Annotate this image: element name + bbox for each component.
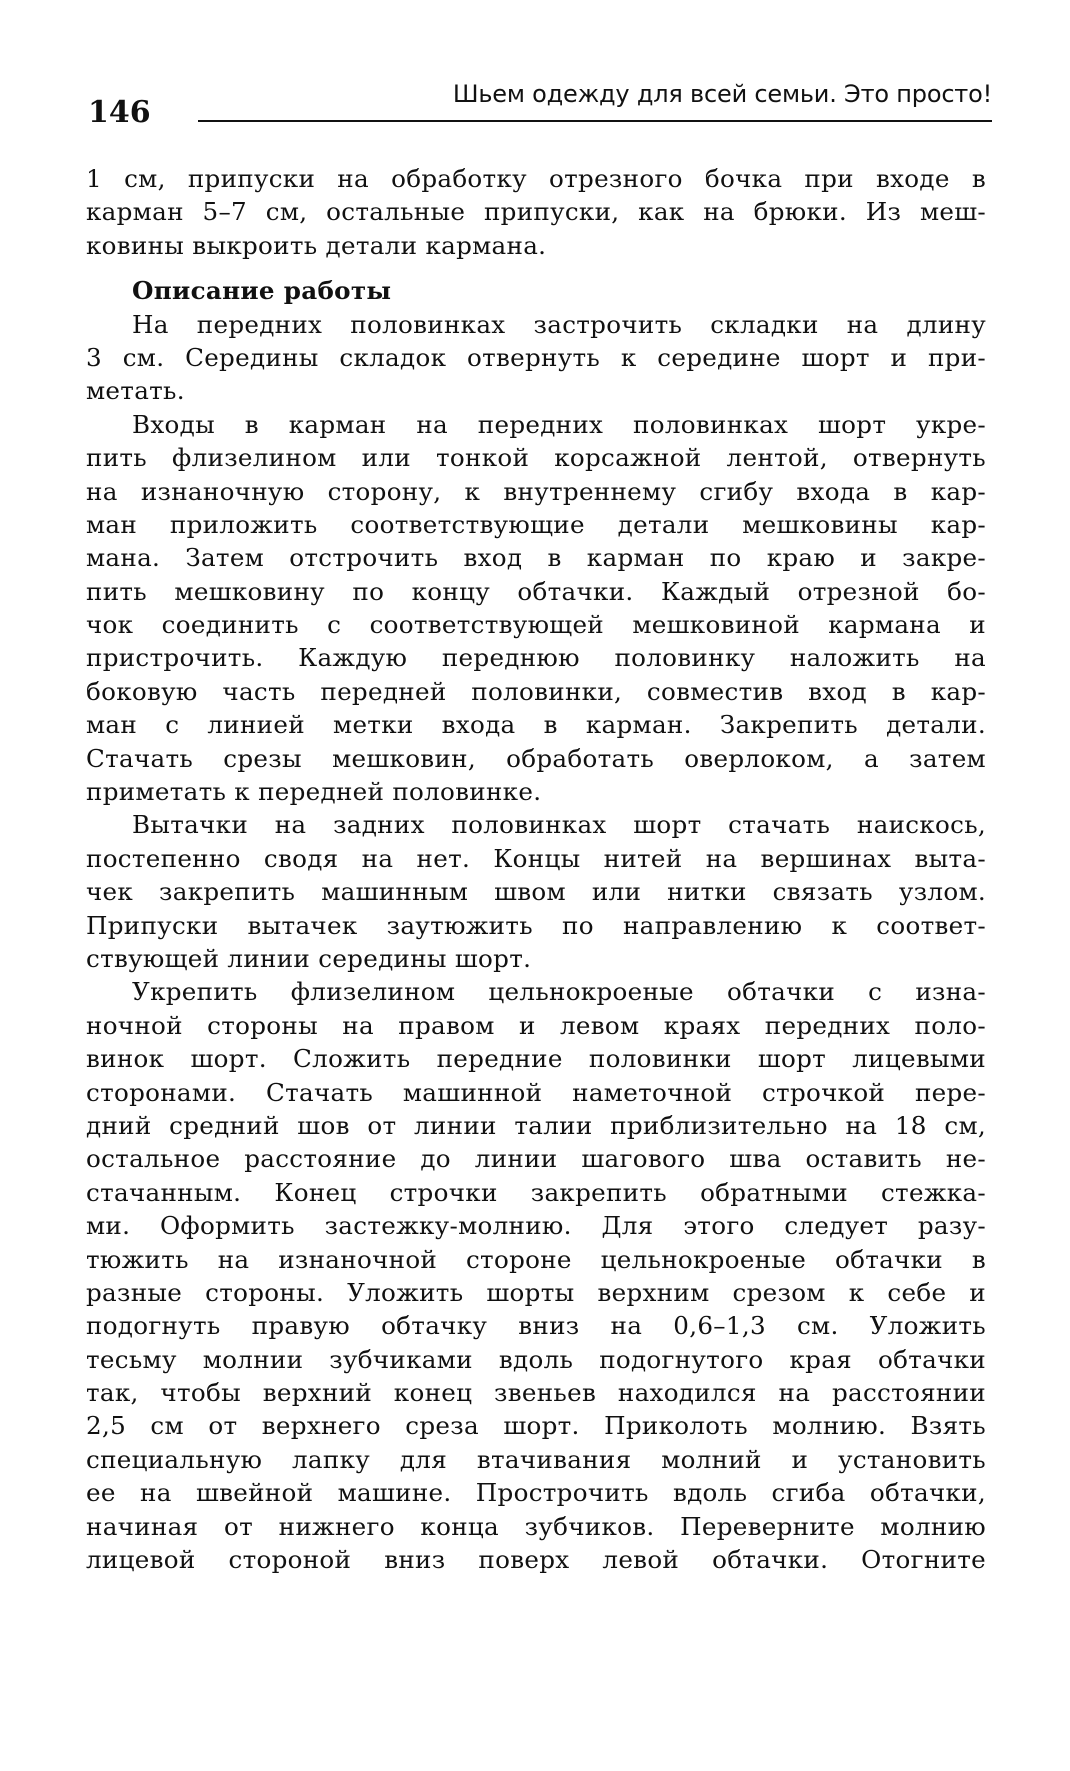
paragraph xyxy=(86,408,986,809)
text-line: 2,5 см от верхнего среза шорт. Приколоть молнию. Взять xyxy=(86,1411,986,1441)
text-line: 1 см, припуски на обработку отрезного бочка при входе в xyxy=(86,164,986,193)
text-line: карман 5–7 см, остальные припуски, как на брюки. Из меш- xyxy=(86,197,986,227)
text-line: дний средний шов от линии талии приблизительно на 18 см, xyxy=(86,1110,986,1140)
text-line: чек закрепить машинным швом или нитки связать узлом. xyxy=(86,877,986,907)
text-line: сторонами. Стачать машинной наметочной строчкой пере- xyxy=(86,1077,986,1107)
text-line: На передних половинках застрочить складки на длину xyxy=(132,309,986,339)
text-line: подогнуть правую обтачку вниз на 0,6–1,3 см. Уложить xyxy=(86,1311,986,1341)
running-title: Шьем одежду для всей семьи. Это просто! xyxy=(452,80,992,108)
text-line: разные стороны. Уложить шорты верхним срезом к себе и xyxy=(86,1277,986,1307)
text-line: приметать к передней половинке. xyxy=(86,777,542,807)
text-line: лицевой стороной вниз поверх левой обтачки. Отогните xyxy=(86,1545,986,1575)
text-line: стачанным. Конец строчки закрепить обратными стежка- xyxy=(86,1177,986,1207)
text-line: специальную лапку для втачивания молний и установить xyxy=(86,1444,986,1474)
text-line: так, чтобы верхний конец звеньев находился на расстоянии xyxy=(86,1378,986,1408)
text-line: чок соединить с соответствующей мешковиной кармана и xyxy=(86,610,986,640)
text-line: остальное расстояние до линии шагового шва оставить не- xyxy=(86,1144,986,1174)
intro-paragraph xyxy=(86,162,986,262)
text-line: 3 см. Середины складок отвернуть к середине шорт и при- xyxy=(86,342,986,372)
text-line: Припуски вытачек заутюжить по направлению к соответ- xyxy=(86,910,986,940)
text-line: ночной стороны на правом и левом краях передних поло- xyxy=(86,1010,986,1040)
text-line: тюжить на изнаночной стороне цельнокроеные обтачки в xyxy=(86,1244,986,1274)
text-line: мана. Затем отстрочить вход в карман по краю и закре- xyxy=(86,543,986,573)
body-text xyxy=(86,162,986,1576)
text-line: ковины выкроить детали кармана. xyxy=(86,230,547,260)
text-line: тесьму молнии зубчиками вдоль подогнутого края обтачки xyxy=(86,1344,986,1374)
text-line: ми. Оформить застежку-молнию. Для этого следует разу- xyxy=(86,1211,986,1241)
text-line: ман приложить соответствующие детали мешковины кар- xyxy=(86,509,986,539)
text-line: пить флизелином или тонкой корсажной лентой, отвернуть xyxy=(86,443,986,473)
text-line: ствующей линии середины шорт. xyxy=(86,943,532,973)
text-line: Стачать срезы мешковин, обработать оверлоком, а затем xyxy=(86,743,986,773)
text-line: ее на швейной машине. Прострочить вдоль сгиба обтачки, xyxy=(86,1478,986,1508)
text-line: на изнаночную сторону, к внутреннему сгибу входа в кар- xyxy=(86,476,986,506)
text-line: пить мешковину по концу обтачки. Каждый отрезной бо- xyxy=(86,576,986,606)
header-rule xyxy=(198,120,992,122)
paragraph xyxy=(86,308,986,408)
text-line: ман с линией метки входа в карман. Закрепить детали. xyxy=(86,710,986,740)
text-line: Укрепить флизелином цельнокроеные обтачки с изна- xyxy=(132,977,986,1007)
section-heading: Описание работы xyxy=(132,276,392,306)
paragraph xyxy=(86,975,986,1576)
text-line: пристрочить. Каждую переднюю половинку наложить на xyxy=(86,643,986,673)
text-line: винок шорт. Сложить передние половинки шорт лицевыми xyxy=(86,1044,986,1074)
text-line: постепенно сводя на нет. Концы нитей на вершинах выта- xyxy=(86,843,986,873)
paragraph xyxy=(86,808,986,975)
page-number: 146 xyxy=(88,95,151,130)
text-line: боковую часть передней половинки, совместив вход в кар- xyxy=(86,676,986,706)
text-line: Вытачки на задних половинках шорт стачать наискось, xyxy=(132,810,986,840)
text-line: метать. xyxy=(86,376,185,406)
page-header xyxy=(88,80,992,132)
text-line: Входы в карман на передних половинках шорт укре- xyxy=(132,409,986,439)
text-line: начиная от нижнего конца зубчиков. Переверните молнию xyxy=(86,1511,986,1541)
